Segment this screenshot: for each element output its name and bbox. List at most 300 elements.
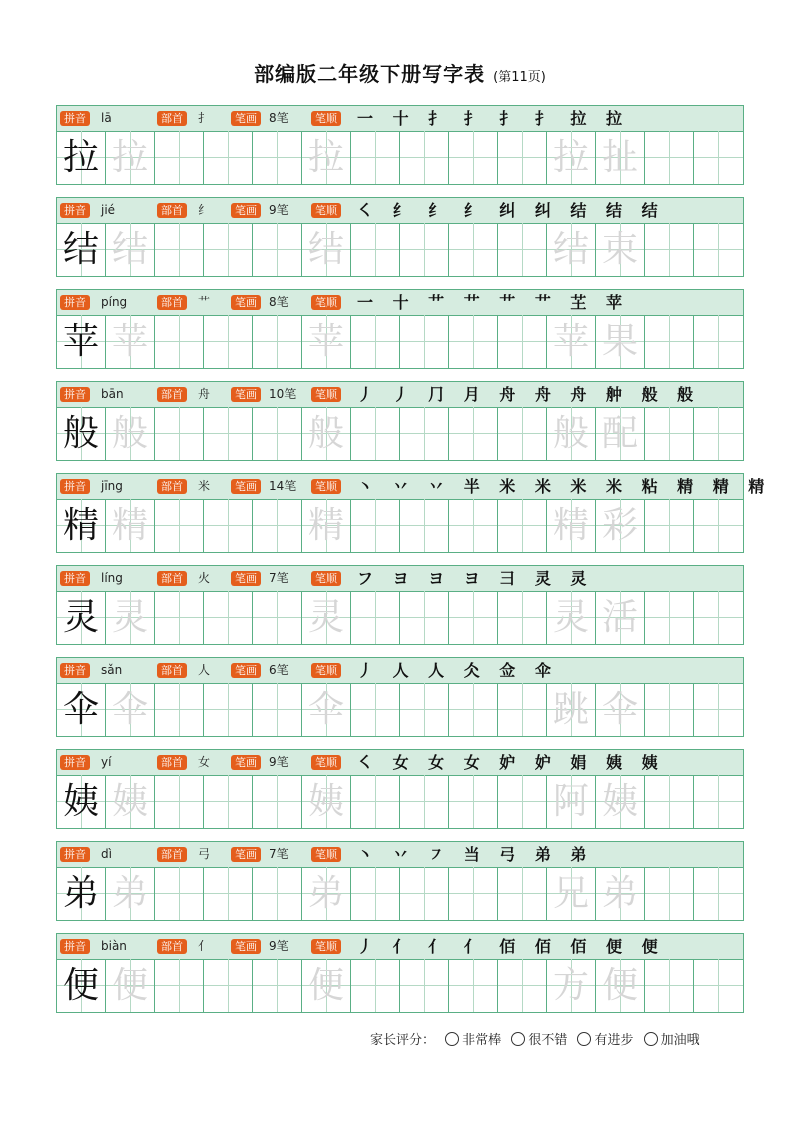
practice-cell[interactable] (547, 591, 596, 644)
practice-cell[interactable] (449, 867, 498, 920)
stroke-count-value: 7笔 (269, 847, 289, 861)
practice-cell[interactable] (253, 959, 302, 1012)
stroke-count-badge: 笔画 (231, 295, 261, 310)
practice-cell[interactable] (351, 591, 400, 644)
practice-cell[interactable] (400, 131, 449, 184)
word-trace-character: 果 (601, 321, 638, 362)
practice-cell[interactable] (302, 315, 351, 368)
word-trace-character: 兄 (552, 873, 589, 914)
practice-cell[interactable] (400, 499, 449, 552)
practice-cell[interactable] (645, 499, 694, 552)
practice-cell[interactable] (204, 591, 253, 644)
practice-cell[interactable] (694, 775, 743, 828)
practice-cell[interactable] (547, 131, 596, 184)
practice-cell[interactable] (155, 591, 204, 644)
practice-cell[interactable] (645, 315, 694, 368)
practice-cell[interactable] (155, 775, 204, 828)
practice-cell[interactable] (694, 683, 743, 736)
practice-cell[interactable] (547, 407, 596, 460)
radical-badge: 部首 (157, 755, 187, 770)
practice-cell[interactable] (498, 131, 547, 184)
pinyin-badge: 拼音 (60, 387, 90, 402)
practice-cell[interactable] (57, 959, 106, 1012)
practice-cell[interactable] (547, 223, 596, 276)
practice-cell[interactable] (106, 499, 155, 552)
pinyin-badge: 拼音 (60, 847, 90, 862)
practice-cell[interactable] (596, 131, 645, 184)
radical-badge: 部首 (157, 111, 187, 126)
stroke-order-sequence: 丶 丷 ㇇ 当 弓 弟 弟 (357, 845, 594, 864)
practice-cell[interactable] (351, 683, 400, 736)
stroke-order-badge: 笔顺 (311, 295, 341, 310)
radical-badge: 部首 (157, 939, 187, 954)
practice-cell[interactable] (204, 867, 253, 920)
practice-cell[interactable] (694, 407, 743, 460)
practice-cell[interactable] (596, 499, 645, 552)
entry-info-bar (57, 474, 772, 500)
practice-cell[interactable] (57, 315, 106, 368)
stroke-count-badge: 笔画 (231, 663, 261, 678)
model-character: 结 (62, 229, 99, 270)
practice-cell[interactable] (155, 499, 204, 552)
practice-cell[interactable] (400, 223, 449, 276)
rating-option-progress[interactable]: 有进步 (577, 1033, 633, 1048)
practice-cell[interactable] (302, 867, 351, 920)
pinyin-badge: 拼音 (60, 663, 90, 678)
pinyin-value: líng (101, 571, 123, 585)
practice-cell[interactable] (547, 683, 596, 736)
pinyin-value: dì (101, 847, 112, 861)
rating-option-keep-going[interactable]: 加油哦 (644, 1033, 700, 1048)
radical-badge: 部首 (157, 847, 187, 862)
practice-cell[interactable] (400, 867, 449, 920)
word-trace-character: 阿 (552, 781, 589, 822)
practice-cell[interactable] (57, 683, 106, 736)
char-entry (56, 381, 744, 461)
stroke-order-sequence: 丿 丿 ⺆ 月 舟 舟 舟 舯 般 般 (357, 385, 701, 404)
pinyin-badge: 拼音 (60, 203, 90, 218)
practice-cell[interactable] (596, 867, 645, 920)
practice-grid (57, 775, 743, 828)
circle-icon[interactable] (577, 1032, 591, 1046)
practice-cell[interactable] (400, 775, 449, 828)
practice-cell[interactable] (645, 959, 694, 1012)
trace-character: 便 (307, 965, 344, 1006)
practice-cell[interactable] (645, 591, 694, 644)
page-title: 部编版二年级下册写字表 (254, 62, 486, 86)
circle-icon[interactable] (445, 1032, 459, 1046)
radical-badge: 部首 (157, 571, 187, 586)
model-character: 灵 (62, 597, 99, 638)
model-character: 拉 (62, 137, 99, 178)
stroke-count-badge: 笔画 (231, 571, 261, 586)
circle-icon[interactable] (644, 1032, 658, 1046)
radical-value: 亻 (198, 939, 211, 953)
practice-cell[interactable] (155, 131, 204, 184)
pinyin-value: bān (101, 387, 124, 401)
practice-cell[interactable] (694, 499, 743, 552)
practice-cell[interactable] (57, 591, 106, 644)
word-trace-character: 配 (601, 413, 638, 454)
practice-cell[interactable] (498, 683, 547, 736)
word-trace-character: 束 (601, 229, 638, 270)
practice-cell[interactable] (596, 683, 645, 736)
practice-cell[interactable] (351, 131, 400, 184)
practice-cell[interactable] (498, 223, 547, 276)
practice-grid (57, 131, 743, 184)
char-entry (56, 197, 744, 277)
radical-value: 火 (198, 571, 211, 585)
practice-cell[interactable] (253, 683, 302, 736)
model-character: 精 (62, 505, 99, 546)
practice-cell[interactable] (596, 315, 645, 368)
stroke-order-sequence: ㇛ 女 女 女 妒 妒 娟 姨 姨 (357, 753, 665, 772)
stroke-order-sequence: ㇛ 纟 纟 纟 纠 纠 结 结 结 (357, 201, 665, 220)
practice-cell[interactable] (253, 867, 302, 920)
practice-cell[interactable] (596, 407, 645, 460)
practice-cell[interactable] (253, 775, 302, 828)
practice-cell[interactable] (106, 867, 155, 920)
word-trace-character: 方 (552, 965, 589, 1006)
trace-character: 结 (307, 229, 344, 270)
trace-character: 便 (111, 965, 148, 1006)
entry-info-bar (57, 750, 743, 776)
word-trace-character: 结 (552, 229, 589, 270)
char-entry (56, 933, 744, 1013)
practice-cell[interactable] (449, 407, 498, 460)
practice-cell[interactable] (204, 131, 253, 184)
practice-cell[interactable] (449, 131, 498, 184)
practice-cell[interactable] (351, 959, 400, 1012)
practice-cell[interactable] (694, 131, 743, 184)
practice-cell[interactable] (57, 499, 106, 552)
practice-cell[interactable] (400, 407, 449, 460)
word-trace-character: 便 (601, 965, 638, 1006)
entry-info-bar (57, 198, 743, 224)
practice-cell[interactable] (449, 315, 498, 368)
practice-cell[interactable] (498, 315, 547, 368)
practice-cell[interactable] (596, 591, 645, 644)
char-entry (56, 565, 744, 645)
stroke-order-sequence: 丿 亻 亻 亻 佰 佰 佰 便 便 (357, 937, 665, 956)
practice-cell[interactable] (57, 775, 106, 828)
word-trace-character: 般 (552, 413, 589, 454)
stroke-count-badge: 笔画 (231, 111, 261, 126)
practice-cell[interactable] (106, 591, 155, 644)
practice-cell[interactable] (449, 591, 498, 644)
word-trace-character: 伞 (601, 689, 638, 730)
word-trace-character: 灵 (552, 597, 589, 638)
practice-grid (57, 959, 743, 1012)
pinyin-value: jīng (101, 479, 123, 493)
circle-icon[interactable] (511, 1032, 525, 1046)
practice-cell[interactable] (596, 959, 645, 1012)
trace-character: 苹 (307, 321, 344, 362)
trace-character: 灵 (111, 597, 148, 638)
practice-cell[interactable] (694, 591, 743, 644)
practice-cell[interactable] (106, 683, 155, 736)
word-trace-character: 拉 (552, 137, 589, 178)
practice-cell[interactable] (498, 407, 547, 460)
trace-character: 灵 (307, 597, 344, 638)
practice-cell[interactable] (204, 315, 253, 368)
practice-cell[interactable] (547, 315, 596, 368)
practice-cell[interactable] (302, 131, 351, 184)
stroke-order-badge: 笔顺 (311, 203, 341, 218)
word-trace-character: 姨 (601, 781, 638, 822)
practice-cell[interactable] (694, 315, 743, 368)
parent-rating (370, 1029, 700, 1048)
practice-cell[interactable] (204, 683, 253, 736)
practice-grid (57, 591, 743, 644)
entry-info-bar (57, 934, 743, 960)
practice-cell[interactable] (645, 407, 694, 460)
entry-info-bar (57, 842, 743, 868)
stroke-order-sequence: 丿 人 人 仌 佥 伞 (357, 661, 558, 680)
practice-cell[interactable] (694, 959, 743, 1012)
radical-badge: 部首 (157, 663, 187, 678)
pinyin-badge: 拼音 (60, 295, 90, 310)
word-trace-character: 精 (552, 505, 589, 546)
model-character: 弟 (62, 873, 99, 914)
stroke-count-badge: 笔画 (231, 939, 261, 954)
char-entry (56, 841, 744, 921)
stroke-count-badge: 笔画 (231, 479, 261, 494)
rating-option-good[interactable]: 很不错 (511, 1033, 567, 1048)
practice-cell[interactable] (351, 223, 400, 276)
stroke-count-value: 9笔 (269, 939, 289, 953)
page-title-block (0, 58, 800, 87)
practice-cell[interactable] (645, 867, 694, 920)
trace-character: 般 (111, 413, 148, 454)
radical-value: 纟 (198, 203, 211, 217)
practice-cell[interactable] (302, 407, 351, 460)
practice-cell[interactable] (351, 499, 400, 552)
practice-cell[interactable] (106, 223, 155, 276)
model-character: 姨 (62, 781, 99, 822)
practice-cell[interactable] (449, 499, 498, 552)
trace-character: 伞 (111, 689, 148, 730)
practice-cell[interactable] (204, 407, 253, 460)
word-trace-character: 苹 (552, 321, 589, 362)
stroke-order-badge: 笔顺 (311, 111, 341, 126)
char-entry (56, 749, 744, 829)
stroke-order-badge: 笔顺 (311, 847, 341, 862)
practice-cell[interactable] (498, 867, 547, 920)
practice-cell[interactable] (57, 867, 106, 920)
practice-cell[interactable] (302, 499, 351, 552)
practice-cell[interactable] (106, 131, 155, 184)
practice-cell[interactable] (645, 775, 694, 828)
radical-value: 人 (198, 663, 211, 677)
practice-cell[interactable] (302, 959, 351, 1012)
rating-option-great[interactable]: 非常棒 (445, 1033, 501, 1048)
practice-cell[interactable] (449, 959, 498, 1012)
practice-cell[interactable] (400, 683, 449, 736)
stroke-count-value: 9笔 (269, 755, 289, 769)
pinyin-value: píng (101, 295, 128, 309)
practice-cell[interactable] (449, 683, 498, 736)
trace-character: 伞 (307, 689, 344, 730)
trace-character: 弟 (307, 873, 344, 914)
practice-cell[interactable] (253, 407, 302, 460)
practice-cell[interactable] (645, 223, 694, 276)
radical-value: 弓 (198, 847, 211, 861)
stroke-count-badge: 笔画 (231, 203, 261, 218)
stroke-order-badge: 笔顺 (311, 571, 341, 586)
stroke-count-value: 8笔 (269, 295, 289, 309)
radical-badge: 部首 (157, 295, 187, 310)
practice-cell[interactable] (302, 683, 351, 736)
practice-cell[interactable] (547, 499, 596, 552)
practice-cell[interactable] (400, 315, 449, 368)
pinyin-value: jié (101, 203, 116, 217)
practice-cell[interactable] (253, 499, 302, 552)
radical-badge: 部首 (157, 387, 187, 402)
practice-cell[interactable] (449, 223, 498, 276)
stroke-order-badge: 笔顺 (311, 479, 341, 494)
practice-cell[interactable] (155, 407, 204, 460)
trace-character: 精 (111, 505, 148, 546)
radical-value: 舟 (198, 387, 211, 401)
practice-grid (57, 867, 743, 920)
entry-info-bar (57, 106, 743, 132)
stroke-count-value: 9笔 (269, 203, 289, 217)
practice-cell[interactable] (645, 131, 694, 184)
trace-character: 姨 (307, 781, 344, 822)
page-subtitle: (第11页) (493, 70, 546, 85)
practice-cell[interactable] (57, 223, 106, 276)
pinyin-value: lā (101, 111, 112, 125)
practice-cell[interactable] (106, 959, 155, 1012)
practice-cell[interactable] (204, 499, 253, 552)
practice-cell[interactable] (498, 959, 547, 1012)
pinyin-badge: 拼音 (60, 111, 90, 126)
practice-cell[interactable] (498, 591, 547, 644)
practice-cell[interactable] (694, 867, 743, 920)
trace-character: 拉 (111, 137, 148, 178)
pinyin-badge: 拼音 (60, 479, 90, 494)
practice-cell[interactable] (106, 775, 155, 828)
practice-cell[interactable] (694, 223, 743, 276)
practice-cell[interactable] (400, 591, 449, 644)
radical-value: 女 (198, 755, 211, 769)
practice-cell[interactable] (498, 499, 547, 552)
model-character: 伞 (62, 689, 99, 730)
model-character: 般 (62, 413, 99, 454)
practice-cell[interactable] (351, 867, 400, 920)
practice-cell[interactable] (645, 683, 694, 736)
practice-grid (57, 683, 743, 736)
trace-character: 姨 (111, 781, 148, 822)
model-character: 便 (62, 965, 99, 1006)
pinyin-badge: 拼音 (60, 755, 90, 770)
model-character: 苹 (62, 321, 99, 362)
entry-info-bar (57, 382, 743, 408)
trace-character: 弟 (111, 873, 148, 914)
practice-grid (57, 407, 743, 460)
practice-cell[interactable] (155, 867, 204, 920)
practice-cell[interactable] (596, 775, 645, 828)
practice-cell[interactable] (302, 591, 351, 644)
practice-cell[interactable] (547, 867, 596, 920)
pinyin-value: biàn (101, 939, 127, 953)
stroke-order-sequence: 一 十 艹 艹 艹 艹 芏 苹 (357, 293, 629, 312)
practice-grid (57, 315, 743, 368)
entry-info-bar (57, 658, 743, 684)
practice-cell[interactable] (253, 591, 302, 644)
practice-cell[interactable] (351, 315, 400, 368)
practice-cell[interactable] (155, 683, 204, 736)
word-trace-character: 扯 (601, 137, 638, 178)
trace-character: 苹 (111, 321, 148, 362)
practice-cell[interactable] (253, 223, 302, 276)
stroke-order-sequence: 丶 丷 丷 半 米 米 米 米 粘 精 精 精 (357, 477, 772, 496)
practice-cell[interactable] (253, 131, 302, 184)
char-entry (56, 473, 772, 553)
practice-cell[interactable] (351, 775, 400, 828)
radical-value: 艹 (198, 295, 211, 309)
radical-badge: 部首 (157, 203, 187, 218)
practice-cell[interactable] (547, 775, 596, 828)
stroke-order-badge: 笔顺 (311, 387, 341, 402)
word-trace-character: 跳 (552, 689, 589, 730)
entry-info-bar (57, 290, 743, 316)
practice-grid (57, 223, 743, 276)
practice-cell[interactable] (400, 959, 449, 1012)
practice-cell[interactable] (204, 775, 253, 828)
stroke-count-badge: 笔画 (231, 387, 261, 402)
practice-cell[interactable] (155, 315, 204, 368)
practice-grid (57, 499, 743, 552)
pinyin-badge: 拼音 (60, 939, 90, 954)
stroke-order-sequence: フ ヨ ヨ ヨ 彐 灵 灵 (357, 569, 594, 588)
stroke-count-badge: 笔画 (231, 755, 261, 770)
stroke-count-value: 14笔 (269, 479, 297, 493)
practice-cell[interactable] (106, 315, 155, 368)
trace-character: 般 (307, 413, 344, 454)
practice-cell[interactable] (449, 775, 498, 828)
practice-cell[interactable] (302, 775, 351, 828)
word-trace-character: 彩 (601, 505, 638, 546)
entry-info-bar (57, 566, 743, 592)
stroke-count-badge: 笔画 (231, 847, 261, 862)
practice-cell[interactable] (302, 223, 351, 276)
stroke-order-badge: 笔顺 (311, 939, 341, 954)
stroke-order-sequence: 一 十 扌 扌 扌 扌 拉 拉 (357, 109, 629, 128)
practice-cell[interactable] (106, 407, 155, 460)
trace-character: 结 (111, 229, 148, 270)
trace-character: 精 (307, 505, 344, 546)
practice-cell[interactable] (204, 959, 253, 1012)
practice-cell[interactable] (596, 223, 645, 276)
practice-cell[interactable] (155, 959, 204, 1012)
practice-cell[interactable] (155, 223, 204, 276)
practice-cell[interactable] (498, 775, 547, 828)
pinyin-badge: 拼音 (60, 571, 90, 586)
radical-badge: 部首 (157, 479, 187, 494)
practice-cell[interactable] (351, 407, 400, 460)
practice-cell[interactable] (57, 407, 106, 460)
practice-cell[interactable] (547, 959, 596, 1012)
radical-value: 米 (198, 479, 211, 493)
practice-cell[interactable] (204, 223, 253, 276)
practice-cell[interactable] (57, 131, 106, 184)
pinyin-value: yí (101, 755, 112, 769)
stroke-order-badge: 笔顺 (311, 755, 341, 770)
practice-cell[interactable] (253, 315, 302, 368)
stroke-count-value: 10笔 (269, 387, 297, 401)
